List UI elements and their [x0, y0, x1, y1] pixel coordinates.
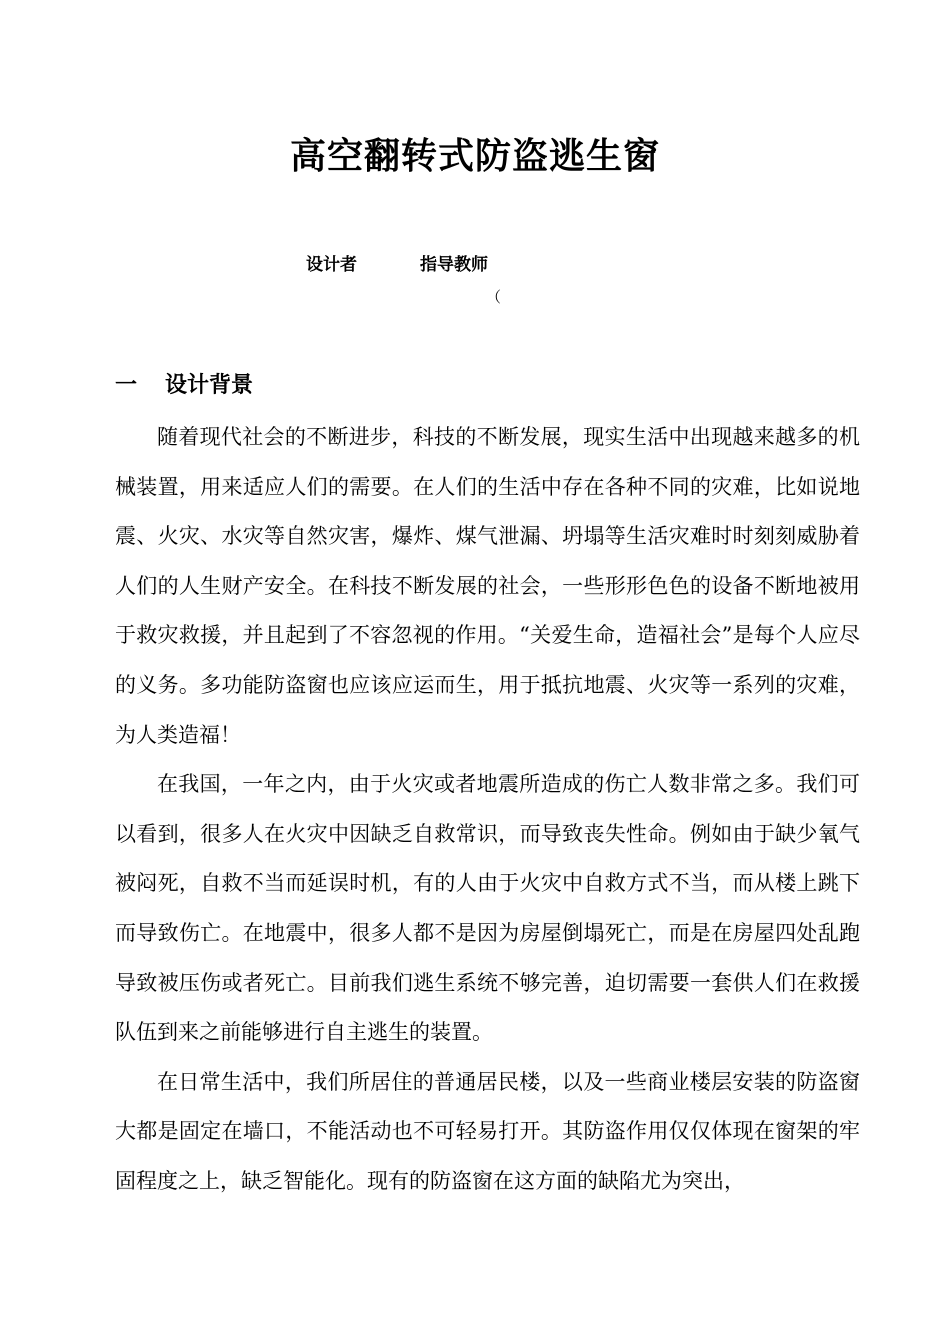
paragraph: 在我国，一年之内，由于火灾或者地震所造成的伤亡人数非常之多。我们可以看到，很多人在火灾中因缺乏自救常识，而导致丧失性命。例如由于缺少氧气被闷死，自救不当而延误时机，有的人由于火灾中自救方式不当，而从楼上跳下而导致伤亡。在地震中，很多人都不是因为房屋倒塌死亡，而是在房屋四处乱跑导致被压伤或者死亡。目前我们逃生系统不够完善，迫切需要一套供人们在救援队伍到来之前能够进行自主逃生的装置。: [115, 772, 860, 1045]
section-number: 一: [115, 373, 138, 398]
document-title: 高空翻转式防盗逃生窗: [289, 135, 660, 177]
body-text: [115, 413, 860, 1207]
section-title: 设计背景: [165, 373, 254, 398]
open-parenthesis: （: [486, 288, 502, 306]
paragraph: 在日常生活中，我们所居住的普通居民楼，以及一些商业楼层安装的防盗窗大都是固定在墙口，不能活动也不可轻易打开。其防盗作用仅仅体现在窗架的牢固程度之上，缺乏智能化。现有的防盗窗在这方面的缺陷尤为突出，: [115, 1069, 860, 1193]
designer-label: 设计者: [306, 255, 357, 275]
section-heading: [115, 368, 253, 399]
advisor-label: 指导教师: [420, 255, 488, 275]
paragraph: 随着现代社会的不断进步，科技的不断发展，现实生活中出现越来越多的机械装置，用来适应人们的需要。在人们的生活中存在各种不同的灾难，比如说地震、火灾、水灾等自然灾害，爆炸、煤气泄漏、坍塌等生活灾难时时刻刻威胁着人们的人生财产安全。在科技不断发展的社会，一些形形色色的设备不断地被用于救灾救援，并且起到了不容忽视的作用。“关爱生命，造福社会”是每个人应尽的义务。多功能防盗窗也应该应运而生，用于抵抗地震、火灾等一系列的灾难，为人类造福！: [115, 425, 860, 747]
